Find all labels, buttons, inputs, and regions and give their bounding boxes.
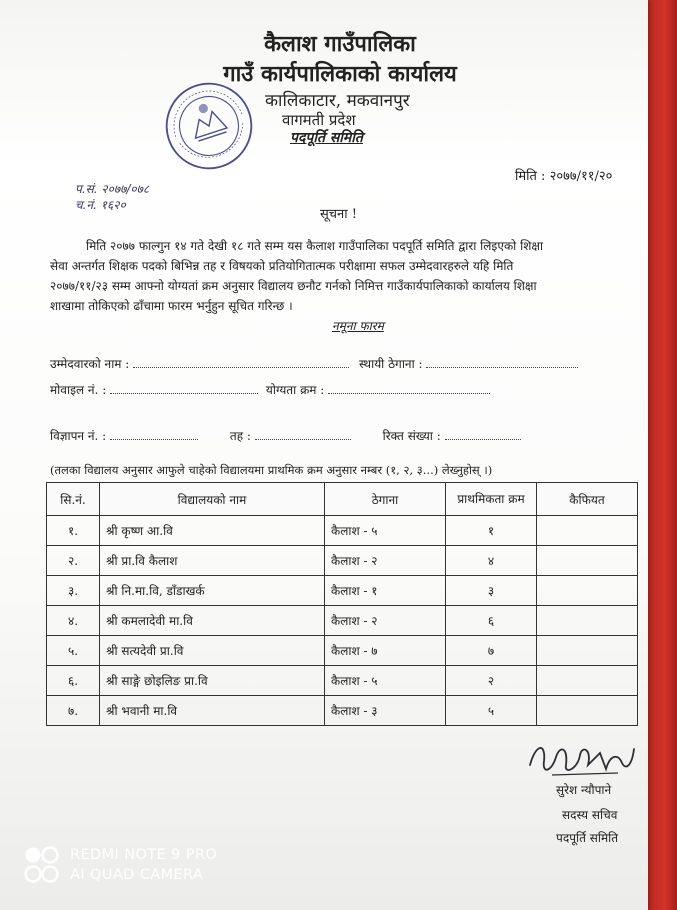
table-row	[47, 576, 638, 606]
notice-body-line: मिति २०७७ फाल्गुन १४ गते देखी १८ गते सम्म यस कैलाश गाउँपालिका पदपूर्ति समिति द्वारा लिइएको शिक्षा	[86, 239, 544, 253]
row-priority[interactable]: १	[446, 516, 537, 546]
permanent-address-label: स्थायी ठेगाना :	[359, 357, 423, 371]
table-instruction: (तलका विद्यालय अनुसार आफुले चाहेको विद्यालयमा प्राथमिक क्रम अनुसार नम्बर (१, २, ३...) लेख्नुहोस् ।)	[50, 463, 493, 477]
signatory-name: सुरेश न्यौपाने	[556, 783, 612, 797]
row-school-name: श्री नि.मा.वि, डाँडाखर्क	[100, 576, 325, 606]
form-row-name	[50, 355, 578, 372]
row-remarks[interactable]	[537, 606, 638, 636]
row-remarks[interactable]	[537, 576, 638, 606]
row-priority[interactable]: ६	[446, 606, 537, 636]
table-row	[47, 636, 638, 666]
office-address: कालिकाटार, मकवानपुर	[265, 91, 410, 111]
row-school-name: श्री कमलादेवी मा.वि	[100, 606, 325, 636]
col-address: ठेगाना	[325, 483, 446, 516]
row-address: कैलाश - ५	[325, 516, 446, 546]
row-address: कैलाश - ३	[325, 696, 446, 726]
advert-number-label: विज्ञापन नं. :	[50, 429, 107, 443]
row-priority[interactable]: ३	[446, 576, 537, 606]
table-row	[47, 516, 638, 546]
row-serial: ४.	[47, 606, 100, 636]
merit-order-blank[interactable]	[328, 383, 490, 394]
row-school-name: श्री सत्यदेवी प्रा.वि	[100, 636, 325, 666]
committee-name: पदपूर्ति समिति	[290, 130, 363, 146]
table-row	[47, 666, 638, 696]
candidate-name-blank[interactable]	[133, 357, 349, 368]
table-row	[47, 546, 638, 576]
notice-body-line: शाखामा तोकिएको ढाँचामा फारम भर्नुहुन सूचित गरिन्छ ।	[50, 299, 293, 313]
row-remarks[interactable]	[537, 546, 638, 576]
row-serial: ३.	[47, 576, 100, 606]
mobile-label: मोवाइल नं. :	[50, 383, 107, 397]
mobile-blank[interactable]	[110, 383, 258, 394]
header-title: कैलाश गाउँपालिका	[264, 31, 416, 57]
row-remarks[interactable]	[537, 636, 638, 666]
row-serial: ६.	[47, 666, 100, 696]
sample-form-title: नमूना फारम	[332, 319, 384, 333]
watermark-line1: REDMI NOTE 9 PRO	[70, 847, 218, 863]
notice-body	[50, 236, 634, 316]
row-serial: १.	[47, 516, 100, 546]
form-row-mobile	[50, 381, 490, 398]
col-school-name: विद्यालयको नाम	[100, 483, 325, 516]
table-header-row	[47, 483, 638, 516]
vacancy-blank[interactable]	[445, 429, 521, 440]
row-address: कैलाश - ५	[325, 666, 446, 696]
col-serial: सि.नं.	[47, 483, 100, 516]
row-serial: ७.	[47, 696, 100, 726]
advert-number-blank[interactable]	[110, 429, 198, 440]
row-school-name: श्री साङ्गे छोइलिङ प्रा.वि	[100, 666, 325, 696]
signatory-title: सदस्य सचिव	[562, 808, 618, 822]
header-subtitle: गाउँ कार्यपालिकाको कार्यालय	[223, 61, 457, 87]
row-serial: ५.	[47, 636, 100, 666]
notice-body-line: २०७७/११/२३ सम्म आफ्नो योग्यतां क्रम अनुसार विद्यालय छनौट गर्नको निमित्त गाउँकार्यपालिकाको कार्यालय शिक्षा	[50, 279, 537, 293]
notice-body-line: सेवा अन्तर्गत शिक्षक पदको बिभिन्न तह र विषयको प्रतियोगितात्मक परीक्षामा सफल उम्मेदवारहरुले यहि मिति	[50, 259, 514, 273]
notice-heading: सूचना !	[320, 207, 357, 222]
notice-date: मिति : २०७७/११/२०	[515, 169, 613, 184]
row-address: कैलाश - १	[325, 576, 446, 606]
handwritten-signature	[522, 735, 642, 783]
background-edge	[647, 0, 677, 910]
col-remarks: कैफियत	[537, 483, 638, 516]
row-priority[interactable]: ४	[446, 546, 537, 576]
camera-logo-icon	[24, 846, 60, 884]
signatory-committee: पदपूर्ति समिति	[556, 831, 619, 845]
row-address: कैलाश - ७	[325, 636, 446, 666]
row-priority[interactable]: ५	[446, 696, 537, 726]
row-priority[interactable]: ७	[446, 636, 537, 666]
row-remarks[interactable]	[537, 696, 638, 726]
level-blank[interactable]	[255, 429, 351, 440]
row-remarks[interactable]	[537, 666, 638, 696]
watermark-line2: AI QUAD CAMERA	[70, 867, 204, 883]
permanent-address-blank[interactable]	[426, 357, 578, 368]
row-remarks[interactable]	[537, 516, 638, 546]
row-school-name: श्री भवानी मा.वि	[100, 696, 325, 726]
level-label: तह :	[229, 429, 251, 443]
col-priority: प्राथमिकता क्रम	[446, 483, 537, 516]
form-row-advert	[50, 427, 521, 444]
office-province: वागमती प्रदेश	[282, 111, 356, 129]
reference-number: प.सं. २०७७/०७८	[75, 182, 150, 196]
dispatch-number: च.नं. १६२०	[75, 198, 126, 212]
row-address: कैलाश - २	[325, 546, 446, 576]
row-priority[interactable]: २	[446, 666, 537, 696]
vacancy-label: रिक्त संख्या :	[382, 429, 441, 443]
row-serial: २.	[47, 546, 100, 576]
camera-watermark	[70, 845, 217, 885]
merit-order-label: योग्यता क्रम :	[265, 383, 325, 397]
table-row	[47, 606, 638, 636]
row-school-name: श्री कृष्ण आ.वि	[100, 516, 325, 546]
table-row	[47, 696, 638, 726]
row-school-name: श्री प्रा.वि कैलाश	[100, 546, 325, 576]
candidate-name-label: उम्मेदवारको नाम :	[50, 357, 130, 371]
school-preference-table	[46, 482, 638, 726]
row-address: कैलाश - २	[325, 606, 446, 636]
